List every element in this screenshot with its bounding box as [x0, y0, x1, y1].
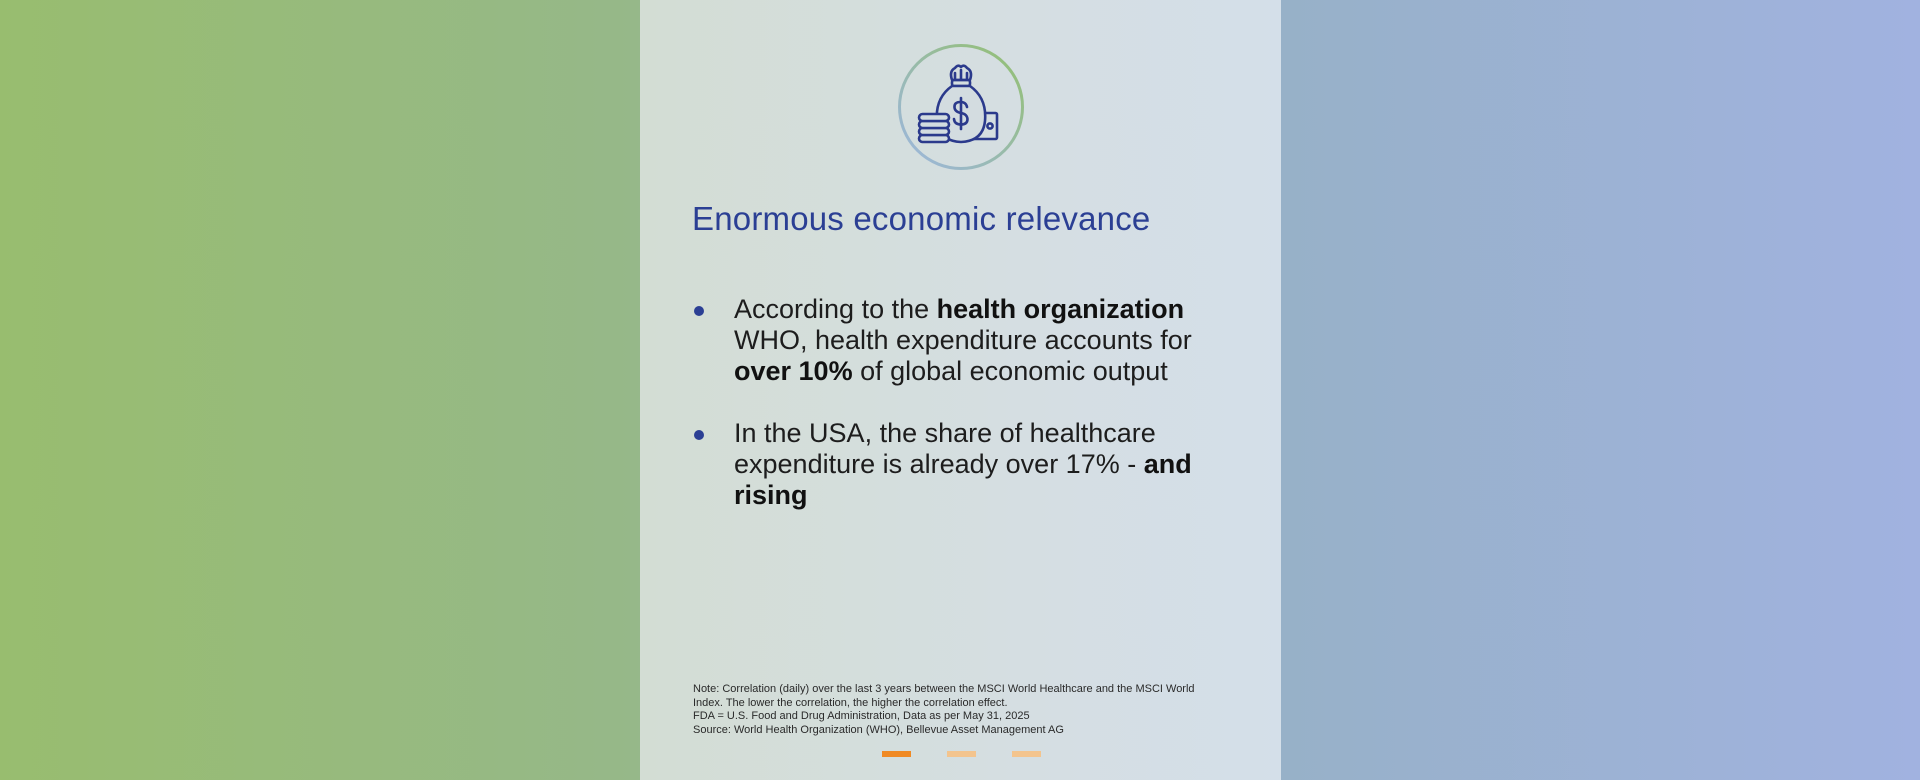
slide-title: Enormous economic relevance	[692, 200, 1151, 237]
bullet-text: According to the health organization WHO, health expenditure accounts for over 10% of global economic output	[734, 294, 1192, 386]
footnote-line: Index. The lower the correlation, the higher the correlation effect.	[693, 696, 1008, 709]
bullet-item	[692, 294, 1252, 387]
bullet-list	[692, 294, 1252, 542]
bullet-dot-icon	[694, 430, 704, 440]
pager-segment[interactable]	[1012, 751, 1041, 757]
footnote	[693, 683, 1233, 737]
pager-segment-active[interactable]	[882, 751, 911, 757]
money-bag-icon	[897, 43, 1025, 171]
bullet-item	[692, 418, 1252, 511]
pager-segment[interactable]	[947, 751, 976, 757]
footnote-line: Source: World Health Organization (WHO), Bellevue Asset Management AG	[693, 723, 1064, 736]
slide-card	[640, 0, 1281, 780]
footnote-line: Note: Correlation (daily) over the last 3 years between the MSCI World Healthcare and the MSCI World	[693, 683, 1195, 695]
bullet-text: In the USA, the share of healthcare expenditure is already over 17% - and rising	[734, 418, 1192, 510]
footnote-line: FDA = U.S. Food and Drug Administration, Data as per May 31, 2025	[693, 710, 1030, 722]
bullet-dot-icon	[694, 306, 704, 316]
